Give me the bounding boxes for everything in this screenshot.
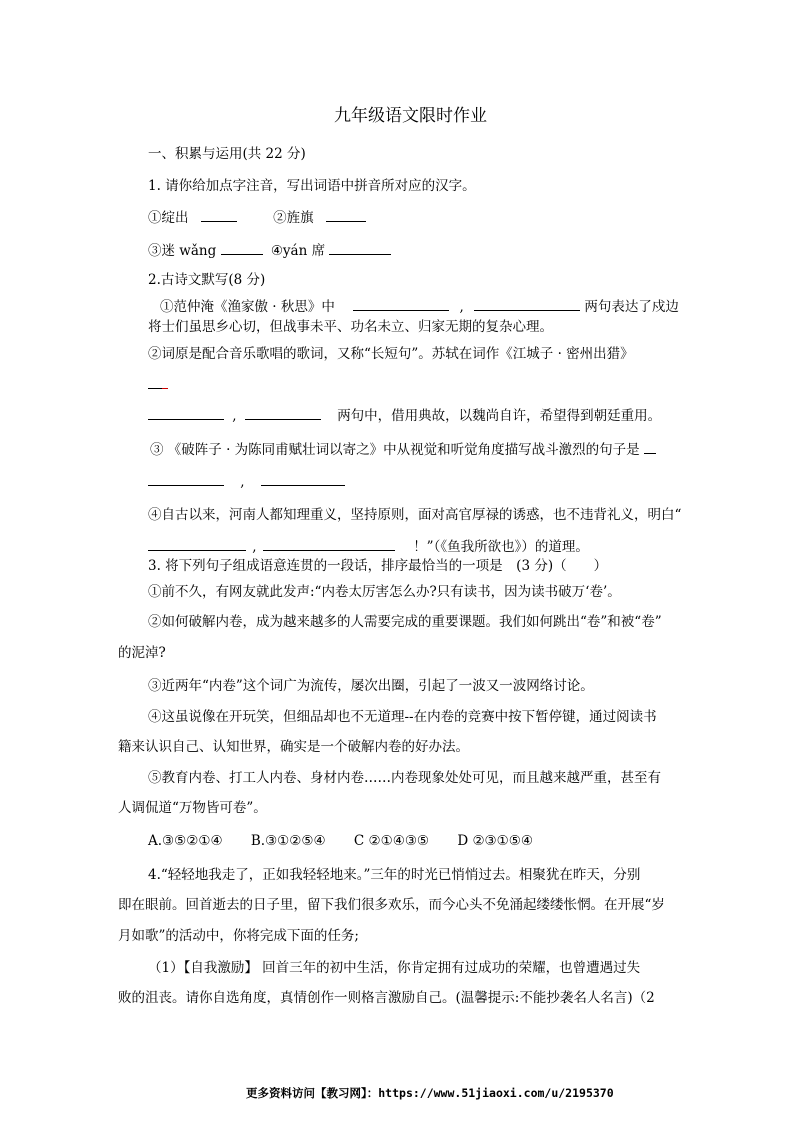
question-4-line-1: 4.“轻轻地我走了，正如我轻轻地来。”三年的时光已悄悄过去。相聚犹在昨天，分别 [148,867,641,883]
part-4-text-tail: ！”（《鱼我所欲也》）的道理。 [413,539,589,555]
item-4-label: ④yán 席 [270,243,326,259]
answer-blank[interactable] [221,240,263,255]
answer-blank[interactable] [261,471,345,486]
part-2-text-tail: 两句中，借用典故，以魏尚自许，希望得到朝廷重用。 [337,408,662,424]
item-1-label: ①绽出 [148,210,189,226]
sentence-4: ④这虽说像在开玩笑，但细品却也不无道理--在内卷的竞赛中按下暂停键，通过阅读书 [148,709,657,725]
question-1-row-1 [148,207,366,228]
answer-blank[interactable] [474,296,580,311]
part-1-text-tail: 两句表达了戍边 [584,299,679,315]
answer-blank[interactable] [644,439,656,454]
answer-blank[interactable] [148,536,246,551]
sentence-3: ③近两年“内卷”这个词广为流传，屡次出圈，引起了一波又一波网络讨论。 [148,678,594,694]
answer-blank[interactable] [245,405,321,420]
comma: , [459,299,464,315]
comma: , [252,539,257,555]
part-1-text: ①范仲淹《渔家傲 · 秋思》中 [160,299,335,315]
short-blank [148,388,162,389]
question-2-part-4-cont [148,536,589,557]
question-4-line-3: 月如歌”的活动中，你将完成下面的任务; [118,928,359,944]
question-2-part-2: ②词原是配合音乐歌唱的歌词，又称“长短句”。苏轼在词作《江城子 · 密州出猎》 [148,346,634,362]
section-heading: 一、积累与运用(共 22 分) [148,146,306,162]
answer-blank[interactable] [148,471,224,486]
answer-blank[interactable] [353,296,449,311]
comma: , [232,408,237,424]
option-b[interactable]: B.③①②⑤④ [250,833,326,849]
answer-blank[interactable] [329,240,391,255]
answer-options [148,831,533,851]
question-4-line-2: 即在眼前。回首逝去的日子里，留下我们很多欢乐，而今心头不免涌起缕缕怅惘。在开展“岁 [118,897,665,913]
option-c[interactable]: C ②①④③⑤ [353,833,430,849]
item-3-label: ③迷 wǎng [148,243,217,259]
question-2-part-2-mark [148,378,168,398]
question-2-part-2-cont [148,405,661,426]
question-1-stem: 1. 请你给加点字注音，写出词语中拼音所对应的汉字。 [148,178,476,194]
question-3-stem: 3. 将下列句子组成语意连贯的一段话，排序最恰当的一项是 (3 分)（ ） [148,558,608,574]
item-2-label: ②旌旗 [273,210,314,226]
question-2-part-4: ④自古以来，河南人都知理重义，坚持原则，面对高官厚禄的诱惑，也不违背礼义，明白“ [148,507,682,523]
question-4-part-1-cont: 败的沮丧。请你自选角度，真情创作一则格言激励自己。(温馨提示:不能抄袭名人名言)（2 [118,990,655,1006]
sentence-2-cont: 的泥淖? [118,645,166,661]
sentence-1: ①前不久，有网友就此发声:“内卷太厉害怎么办?只有读书，因为读书破万‘卷’。 [148,584,621,600]
question-2-stem: 2.古诗文默写(8 分) [148,272,266,288]
sentence-5: ⑤教育内卷、打工人内卷、身材内卷……内卷现象处处可见，而且越来越严重，甚至有 [148,770,661,786]
question-4-part-1: （1）【自我激励】 回首三年的初中生活，你肯定拥有过成功的荣耀，也曾遭遇过失 [148,960,641,976]
question-2-part-3-cont [148,471,345,492]
question-1-row-2 [148,240,391,261]
sentence-4-cont: 籍来认识自己、认知世界，确实是一个破解内卷的好办法。 [118,739,469,755]
answer-blank[interactable] [201,207,237,222]
question-2-part-1-cont: 将士们虽思乡心切，但战事未平、功名未立、归家无期的复杂心理。 [148,319,553,335]
option-a[interactable]: A.③⑤②①④ [148,833,223,849]
answer-blank[interactable] [148,405,224,420]
comma: , [240,474,245,490]
sentence-5-cont: 人调侃道“万物皆可卷”。 [118,800,267,816]
question-2-part-3 [150,439,656,460]
red-blank [162,388,168,389]
footer-link[interactable]: 更多资料访问【教习网】：https://www.51jiaoxi.com/u/2195370 [246,1086,614,1100]
sentence-2: ②如何破解内卷，成为越来越多的人需要完成的重要课题。我们如何跳出“卷”和被“卷” [148,614,662,630]
question-2-part-1 [160,296,679,317]
option-d[interactable]: D ②③①⑤④ [457,833,533,849]
answer-blank[interactable] [263,536,395,551]
page-title: 九年级语文限时作业 [334,106,487,126]
part-3-text: ③ 《破阵子 · 为陈同甫赋壮词以寄之》中从视觉和听觉角度描写战斗激烈的句子是 [150,442,640,458]
answer-blank[interactable] [326,207,366,222]
